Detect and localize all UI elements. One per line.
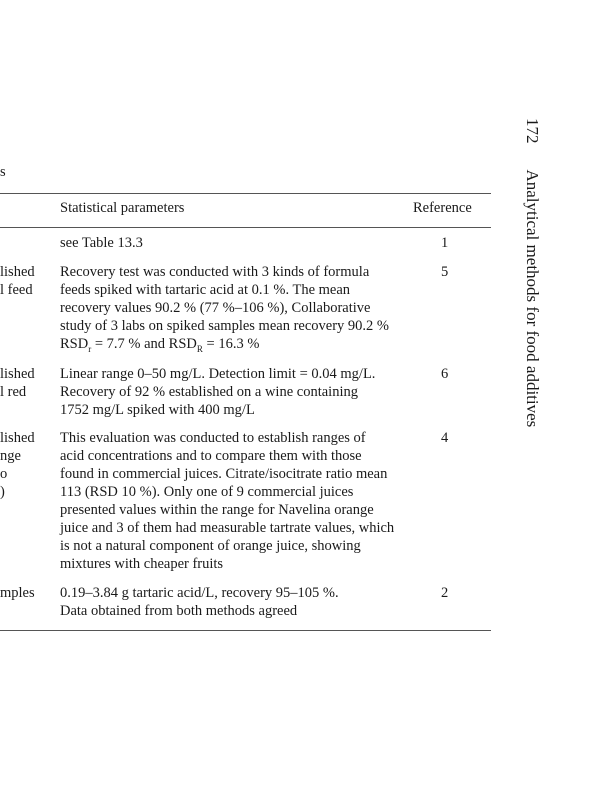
row-3-stat-line: Linear range 0–50 mg/L. Detection limit = 0.04 mg/L. xyxy=(60,366,376,382)
row-2-left-fragment: lished xyxy=(0,264,35,280)
rsd-text: = 7.7 % and RSD xyxy=(91,336,197,352)
row-4-stat-line: This evaluation was conducted to establish ranges of xyxy=(60,430,366,446)
rsd-text: RSD xyxy=(60,336,89,352)
row-4-stat-line: acid concentrations and to compare them with those xyxy=(60,448,362,464)
row-5-stat-line: 0.19–3.84 g tartaric acid/L, recovery 95–105 %. xyxy=(60,585,339,601)
table-bottom-rule xyxy=(0,630,491,631)
row-3-left-fragment: l red xyxy=(0,384,27,400)
row-2-rsd-line xyxy=(60,335,259,354)
column-header-statistical-parameters: Statistical parameters xyxy=(60,200,185,216)
column-header-reference: Reference xyxy=(413,200,472,216)
row-5-left-fragment: mples xyxy=(0,585,35,601)
row-5-reference: 2 xyxy=(441,585,449,601)
rsd-subscript-R: R xyxy=(196,344,203,354)
row-4-stat-line: is not a natural component of orange juice, showing xyxy=(60,538,361,554)
row-4-stat-line: mixtures with cheaper fruits xyxy=(60,556,224,572)
running-head xyxy=(512,118,552,448)
rsd-subscript-r: r xyxy=(88,344,92,354)
row-4-left-fragment: ) xyxy=(0,484,5,500)
row-2-left-fragment: l feed xyxy=(0,282,33,298)
row-5-stat-line: Data obtained from both methods agreed xyxy=(60,603,298,619)
running-head-title: Analytical methods for food additives xyxy=(523,169,542,428)
row-2-stat-line: recovery values 90.2 % (77 %–106 %), Collaborative xyxy=(60,300,371,316)
row-4-left-fragment: nge xyxy=(0,448,21,464)
row-4-left-fragment: lished xyxy=(0,430,35,446)
row-2-reference: 5 xyxy=(441,264,449,280)
row-2-stat-line: feeds spiked with tartaric acid at 0.1 %. The mean xyxy=(60,282,351,298)
row-4-stat-line: found in commercial juices. Citrate/isocitrate ratio mean xyxy=(60,466,388,482)
row-3-reference: 6 xyxy=(441,366,449,382)
rsd-text: = 16.3 % xyxy=(202,336,260,352)
row-4-left-fragment: o xyxy=(0,466,8,482)
row-3-stat-line: 1752 mg/L spiked with 400 mg/L xyxy=(60,402,255,418)
row-3-stat-line: Recovery of 92 % established on a wine containing xyxy=(60,384,358,400)
row-4-reference: 4 xyxy=(441,430,449,446)
table-top-rule xyxy=(0,193,491,194)
row-4-stat-line: 113 (RSD 10 %). Only one of 9 commercial juices xyxy=(60,484,354,500)
page-number: 172 xyxy=(523,118,542,144)
row-2-stat-line: study of 3 labs on spiked samples mean recovery 90.2 % xyxy=(60,318,389,334)
row-2-stat-line: Recovery test was conducted with 3 kinds of formula xyxy=(60,264,370,280)
row-3-left-fragment: lished xyxy=(0,366,35,382)
table-header-rule xyxy=(0,227,491,228)
running-head-rotated xyxy=(522,118,542,427)
row-4-stat-line: juice and 3 of them had measurable tartrate values, which xyxy=(60,520,395,536)
table-caption-fragment: s xyxy=(0,164,6,180)
row-4-stat-line: presented values within the range for Navelina orange xyxy=(60,502,374,518)
row-1-reference: 1 xyxy=(441,235,449,251)
row-1-stat-line: see Table 13.3 xyxy=(60,235,143,251)
